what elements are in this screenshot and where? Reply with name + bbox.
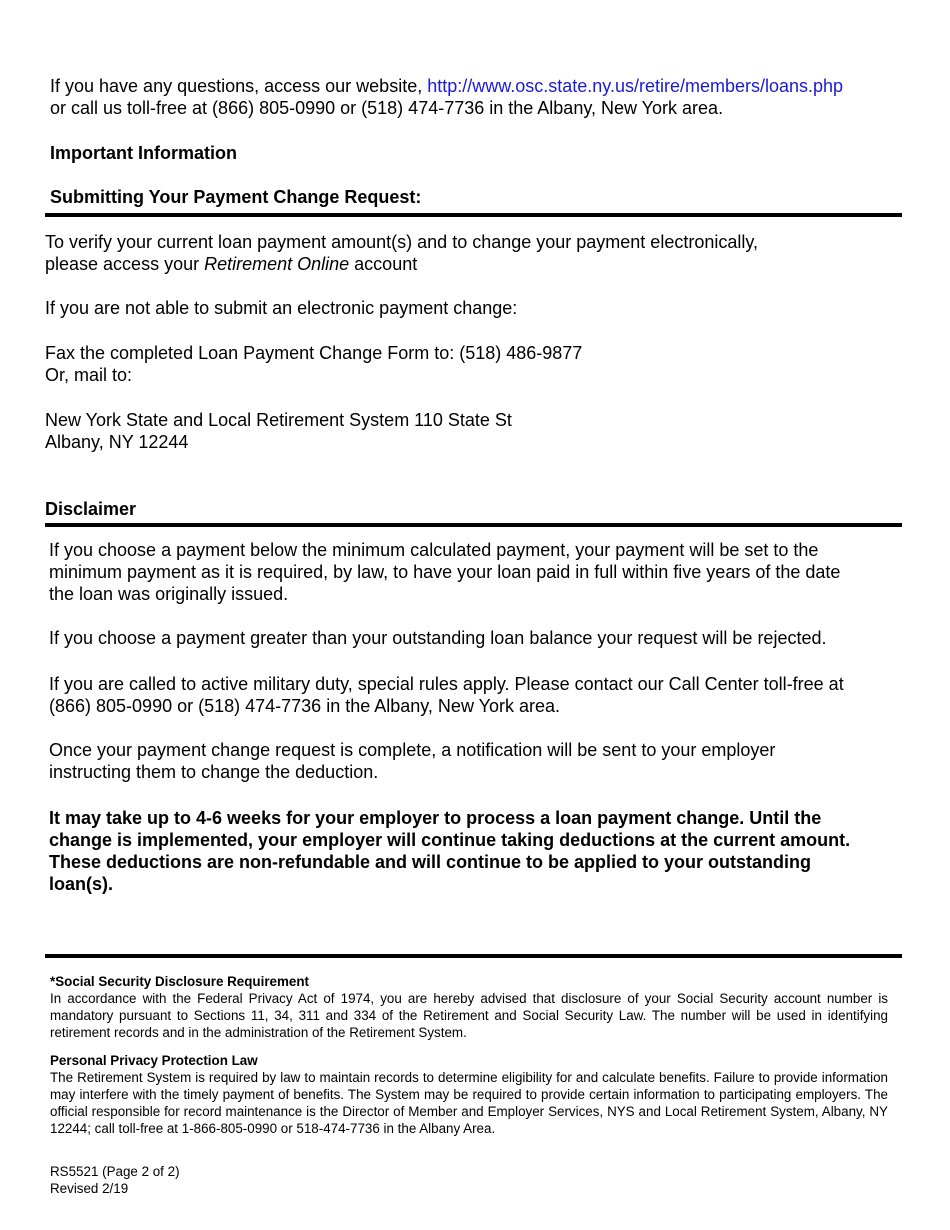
processing-notice-line3: These deductions are non-refundable and will continue to be applied to your outstanding <box>49 852 812 872</box>
submitting-request-heading: Submitting Your Payment Change Request: <box>50 187 422 207</box>
important-information-heading: Important Information <box>50 143 237 163</box>
disclaimer-para3-line2: (866) 805-0990 or (518) 474-7736 in the Albany, New York area. <box>49 696 561 716</box>
section-divider-top <box>45 213 902 217</box>
footer-divider <box>45 954 902 958</box>
verify-line-1: To verify your current loan payment amount(s) and to change your payment electronically, <box>45 232 759 252</box>
disclaimer-para4-line1: Once your payment change request is complete, a notification will be sent to your employer <box>49 740 776 760</box>
not-able-text: If you are not able to submit an electronic payment change: <box>45 298 518 318</box>
revision-date: Revised 2/19 <box>50 1181 129 1196</box>
processing-notice-line1: It may take up to 4-6 weeks for your employer to process a loan payment change. Until the <box>49 808 822 828</box>
disclaimer-heading: Disclaimer <box>45 499 137 519</box>
verify-line-2 <box>45 253 417 275</box>
disclaimer-divider <box>45 523 902 527</box>
disclaimer-para1-line1: If you choose a payment below the minimum calculated payment, your payment will be set to the <box>49 540 819 560</box>
verify-line-2-suffix: account <box>349 254 418 274</box>
contact-line-2: or call us toll-free at (866) 805-0990 or (518) 474-7736 in the Albany, New York area. <box>50 98 724 118</box>
privacy-law-text: The Retirement System is required by law to maintain records to determine eligibility for and calculate benefits. Failure to provide information may interfere with the timely payment of benefits. The System may be required to provide certain information to participating employers. The official responsible for record maintenance is the Director of Member and Employer Services, NYS and Local Retirement System, Albany, NY 12244; call toll-free at 1-866-805-0990 or 518-474-7736 in the Albany Area. <box>50 1070 888 1136</box>
disclaimer-para3-line1: If you are called to active military duty, special rules apply. Please contact our Call Center toll-free at <box>49 674 844 694</box>
verify-line-2-prefix: please access your <box>45 254 205 274</box>
disclaimer-para2: If you choose a payment greater than your outstanding loan balance your request will be rejected. <box>49 628 827 648</box>
ssn-disclosure-heading: *Social Security Disclosure Requirement <box>50 974 309 989</box>
mail-line: Or, mail to: <box>45 365 133 385</box>
contact-intro-text: If you have any questions, access our website, <box>50 76 428 96</box>
address-line-2: Albany, NY 12244 <box>45 432 189 452</box>
loans-website-link[interactable]: http://www.osc.state.ny.us/retire/members/loans.php <box>427 76 844 96</box>
disclaimer-para1-line3: the loan was originally issued. <box>49 584 289 604</box>
form-id: RS5521 (Page 2 of 2) <box>50 1164 180 1179</box>
address-line-1: New York State and Local Retirement System 110 State St <box>45 410 512 430</box>
disclaimer-para1-line2: minimum payment as it is required, by law, to have your loan paid in full within five years of the date <box>49 562 841 582</box>
fax-line: Fax the completed Loan Payment Change Form to: (518) 486-9877 <box>45 343 583 363</box>
processing-notice-line2: change is implemented, your employer will continue taking deductions at the current amount. <box>49 830 851 850</box>
retirement-online-name: Retirement Online <box>204 254 350 274</box>
processing-notice-line4: loan(s). <box>49 874 114 894</box>
contact-line-1 <box>50 75 843 97</box>
disclaimer-para4-line2: instructing them to change the deduction. <box>49 762 379 782</box>
privacy-law-heading: Personal Privacy Protection Law <box>50 1053 258 1068</box>
ssn-disclosure-text: In accordance with the Federal Privacy Act of 1974, you are hereby advised that disclosure of your Social Security account number is mandatory pursuant to Sections 11, 34, 311 and 334 of the Retirement and Social Security Law. The number will be used in identifying retirement records and in the administration of the Retirement System. <box>50 991 888 1040</box>
